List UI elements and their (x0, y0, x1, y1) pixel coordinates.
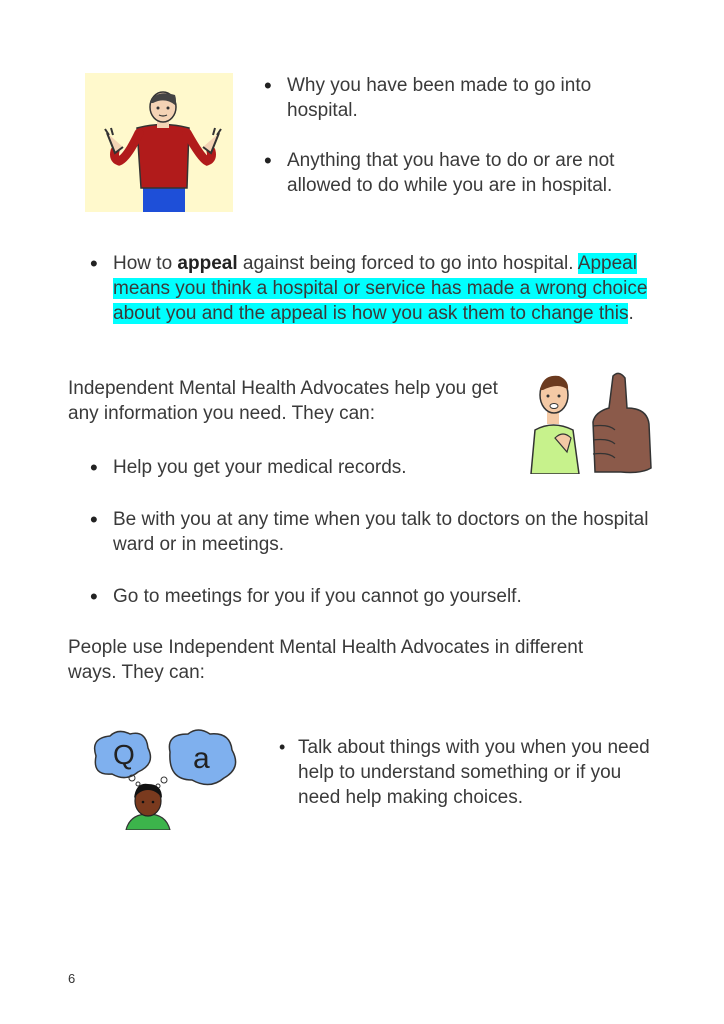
shrugging-man-icon (85, 73, 233, 212)
appeal-definition-highlight: Appeal means you think a hospital or service has made a wrong choice about you and the appeal is how you ask them to change this (113, 253, 648, 324)
appeal-suffix: against being forced to go into hospital. (237, 253, 574, 274)
q-letter: Q (113, 739, 135, 770)
list-item: Why you have been made to go into hospital. (287, 75, 592, 121)
bullet-dot: • (90, 251, 98, 276)
bullet-dot: • (279, 737, 286, 757)
bullet-dot: • (90, 507, 98, 532)
list-item: Help you get your medical records. (113, 457, 407, 478)
thumbs-up-man-icon (523, 368, 655, 474)
bullet-dot: • (90, 455, 98, 480)
ways-intro-paragraph: People use Independent Mental Health Advocates in different ways. They can: (68, 637, 584, 683)
question-answer-thought-icon (86, 728, 246, 830)
bullet-dot: • (90, 584, 98, 609)
list-item: Go to meetings for you if you cannot go yourself. (113, 586, 522, 607)
list-item: Be with you at any time when you talk to doctors on the hospital ward or in meetings. (113, 509, 649, 555)
list-item: Anything that you have to do or are not allowed to do while you are in hospital. (287, 150, 615, 196)
appeal-term: appeal (177, 253, 238, 274)
appeal-prefix: How to (113, 253, 178, 274)
appeal-list-item (113, 251, 658, 326)
appeal-period: . (628, 303, 634, 324)
bullet-dot: • (264, 148, 272, 173)
page-number: 6 (68, 971, 76, 986)
list-item: Talk about things with you when you need help to understand something or if you need help making choices. (298, 737, 650, 808)
a-letter: a (193, 742, 210, 775)
imha-intro-paragraph: Independent Mental Health Advocates help you get any information you need. They can: (68, 378, 498, 424)
bullet-dot: • (264, 73, 272, 98)
